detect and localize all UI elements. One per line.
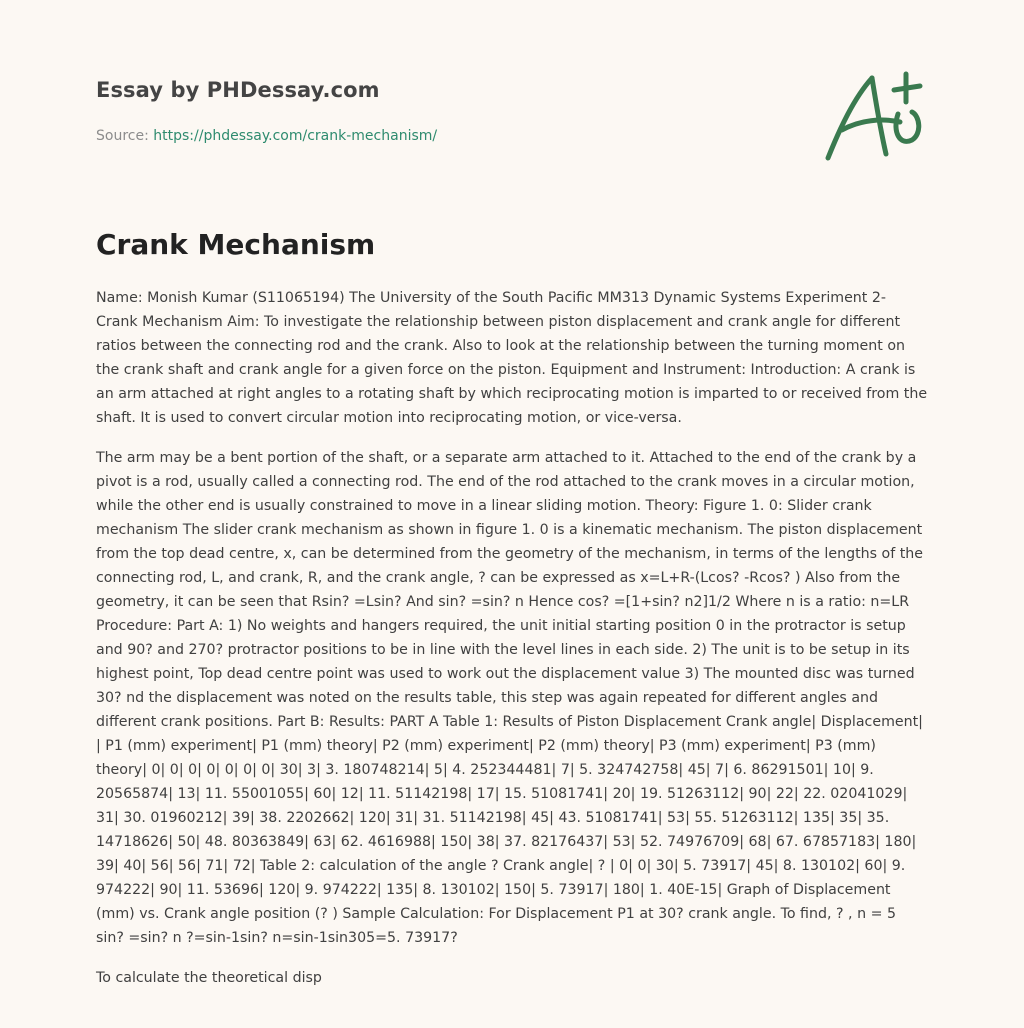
a-plus-logo-icon (820, 68, 930, 164)
source-label: Source: (96, 128, 149, 144)
essay-body (96, 286, 928, 1006)
essay-paragraph-3: To calculate the theoretical disp (96, 970, 322, 986)
site-title: Essay by PHDessay.com (96, 78, 380, 102)
page-header (96, 76, 796, 146)
essay-title: Crank Mechanism (96, 228, 376, 261)
essay-paragraph-1: Name: Monish Kumar (S11065194) The University of the South Pacific MM313 Dynamic Systems Experiment 2- Crank Mechanism Aim: To investigate the relationship between piston displacement and crank angle for different ratios between the connecting rod and the crank. Also to look at the relationship between the turning moment on the crank shaft and crank angle for a given force on the piston. Equipment and Instrument: Introduction: A crank is an arm attached at right angles to a rotating shaft by which reciprocating motion is imparted to or received from the shaft. It is used to convert circular motion into reciprocating motion, or vice-versa. (96, 290, 928, 426)
source-line (96, 126, 796, 146)
essay-paragraph-2: The arm may be a bent portion of the shaft, or a separate arm attached to it. Attached to the end of the crank by a pivot is a rod, usually called a connecting rod. The end of the rod attached to the crank moves in a circular motion, while the other end is usually constrained to move in a linear sliding motion. Theory: Figure 1. 0: Slider crank mechanism The slider crank mechanism as shown in figure 1. 0 is a kinematic mechanism. The piston displacement from the top dead centre, x, can be determined from the geometry of the mechanism, in terms of the lengths of the connecting rod, L, and crank, R, and the crank angle, ? can be expressed as x=L+R-(Lcos? -Rcos? ) Also from the geometry, it can be seen that Rsin? =Lsin? And sin? =sin? n Hence cos? =[1+sin? n2]1/2 Where n is a ratio: n=LR Procedure: Part A: 1) No weights and hangers required, the unit initial starting position 0 in the protractor is setup and 90? and 270? protractor positions to be in line with the level lines in each side. 2) The unit is to be setup in its highest point, Top dead centre point was used to work out the displacement value 3) The mounted disc was turned 30? nd the displacement was noted on the results table, this step was again repeated for different angles and different crank positions. Part B: Results: PART A Table 1: Results of Piston Displacement Crank angle| Displacement| | P1 (mm) experiment| P1 (mm) theory| P2 (mm) experiment| P2 (mm) theory| P3 (mm) experiment| P3 (mm) theory| 0| 0| 0| 0| 0| 0| 0| 30| 3| 3. 180748214| 5| 4. 252344481| 7| 5. 324742758| 45| 7| 6. 86291501| 10| 9. 20565874| 13| 11. 55001055| 60| 12| 11. 51142198| 17| 15. 51081741| 20| 19. 51263112| 90| 22| 22. 02041029| 31| 30. 01960212| 39| 38. 2202662| 120| 31| 31. 51142198| 45| 43. 51081741| 53| 55. 51263112| 135| 35| 35. 14718626| 50| 48. 80363849| 63| 62. 4616988| 150| 38| 37. 82176437| 53| 52. 74976709| 68| 67. 67857183| 180| 39| 40| 56| 56| 71| 72| Table 2: calculation of the angle ? Crank angle| ? | 0| 0| 30| 5. 73917| 45| 8. 130102| 60| 9. 974222| 90| 11. 53696| 120| 9. 974222| 135| 8. 130102| 150| 5. 73917| 180| 1. 40E-15| Graph of Displacement (mm) vs. Crank angle position (? ) Sample Calculation: For Displacement P1 at 30? crank angle. To find, ? , n = 5 sin? =sin? n ?=sin-1sin? n=sin-1sin305=5. 73917? (96, 450, 924, 946)
source-link[interactable]: https://phdessay.com/crank-mechanism/ (153, 128, 438, 144)
